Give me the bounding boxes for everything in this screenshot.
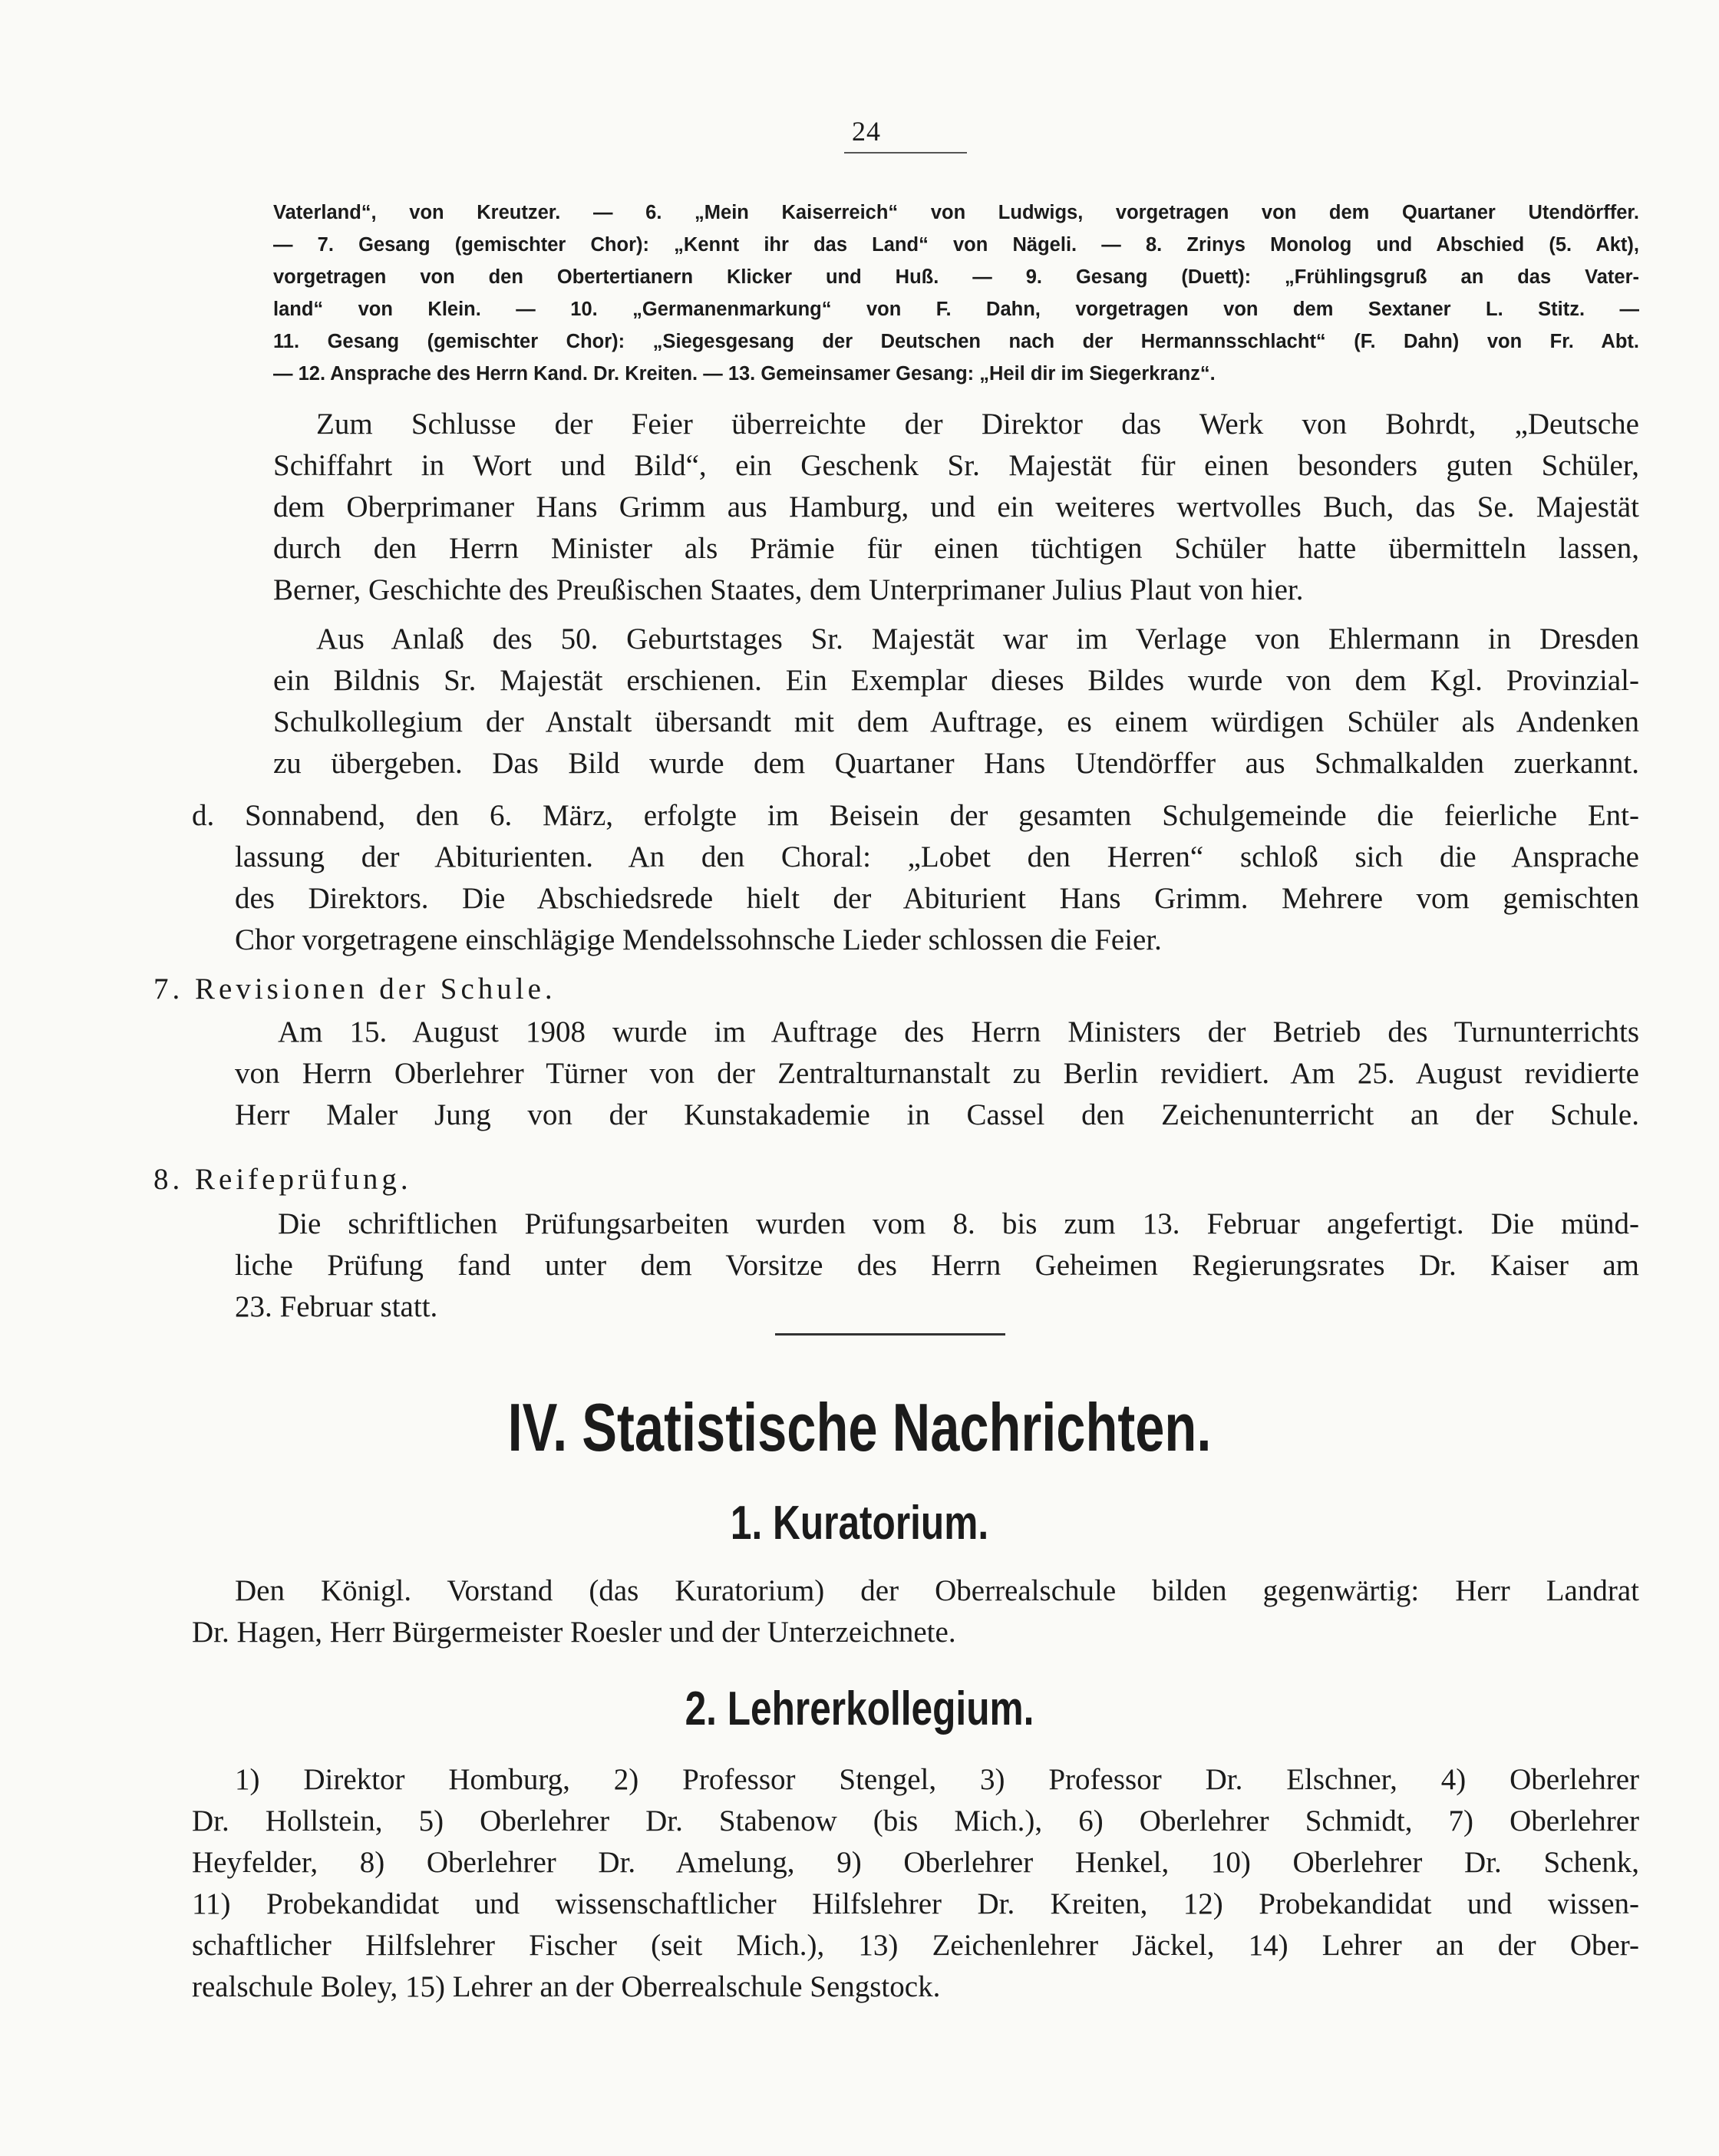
text-line: Schulkollegium der Anstalt übersandt mit dem Auftrage, es einem würdigen Schüler als Andenken — [273, 705, 1639, 738]
text-line: Berner, Geschichte des Preußischen Staates, dem Unterprimaner Julius Plaut von hier. — [273, 573, 1304, 606]
page-number: 24 — [852, 116, 881, 147]
festival-program — [273, 196, 1639, 390]
text-line: 23. Februar statt. — [235, 1290, 438, 1323]
heading-lehrerkollegium: 2. Lehrerkollegium. — [685, 1682, 1034, 1735]
paragraph-revision — [235, 1012, 1639, 1136]
section-8-title: 8. Reifeprüfung. — [153, 1163, 412, 1196]
paragraph-kuratorium — [192, 1570, 1639, 1653]
text-line: 11) Probekandidat und wissenschaftlicher Hilfslehrer Dr. Kreiten, 12) Probekandidat und wissen- — [192, 1887, 1639, 1920]
text-line: Aus Anlaß des 50. Geburtstages Sr. Majestät war im Verlage von Ehlermann in Dresden — [316, 622, 1639, 655]
paragraph-schluss — [273, 404, 1639, 611]
text-line: 1) Direktor Homburg, 2) Professor Stengel, 3) Professor Dr. Elschner, 4) Oberlehrer — [235, 1763, 1639, 1796]
text-line: d. Sonnabend, den 6. März, erfolgte im Beisein der gesamten Schulgemeinde die feierliche Ent- — [192, 799, 1639, 832]
program-line: — 12. Ansprache des Herrn Kand. Dr. Kreiten. — 13. Gemeinsamer Gesang: „Heil dir im Siegerkranz“. — [273, 363, 1216, 385]
section-7-title: 7. Revisionen der Schule. — [153, 972, 556, 1005]
text-line: des Direktors. Die Abschiedsrede hielt der Abiturient Hans Grimm. Mehrere vom gemischten — [235, 882, 1639, 915]
text-line: Die schriftlichen Prüfungsarbeiten wurden vom 8. bis zum 13. Februar angefertigt. Die münd- — [278, 1207, 1639, 1240]
text-line: Den Königl. Vorstand (das Kuratorium) der Oberrealschule bilden gegenwärtig: Herr Landrat — [235, 1574, 1639, 1607]
text-line: von Herrn Oberlehrer Türner von der Zentralturnanstalt zu Berlin revidiert. Am 25. August revidierte — [235, 1057, 1639, 1090]
section-divider — [775, 1333, 1005, 1336]
text-line: Schiffahrt in Wort und Bild“, ein Geschenk Sr. Majestät für einen besonders guten Schüler, — [273, 449, 1639, 482]
program-line: Vaterland“, von Kreutzer. — 6. „Mein Kaiserreich“ von Ludwigs, vorgetragen von dem Quartaner Utendörffer. — [273, 202, 1639, 223]
text-line: lassung der Abiturienten. An den Choral: „Lobet den Herren“ schloß sich die Ansprache — [235, 840, 1639, 873]
text-line: ein Bildnis Sr. Majestät erschienen. Ein Exemplar dieses Bildes wurde von dem Kgl. Provinzial- — [273, 664, 1639, 697]
program-line: — 7. Gesang (gemischter Chor): „Kennt ihr das Land“ von Nägeli. — 8. Zrinys Monolog und Abschied (5. Akt), — [273, 234, 1639, 256]
program-line: 11. Gesang (gemischter Chor): „Siegesgesang der Deutschen nach der Hermannsschlacht“ (F. Dahn) von Fr. Abt. — [273, 331, 1639, 352]
text-line: zu übergeben. Das Bild wurde dem Quartaner Hans Utendörffer aus Schmalkalden zuerkannt. — [273, 747, 1639, 780]
text-line: Am 15. August 1908 wurde im Auftrage des Herrn Ministers der Betrieb des Turnunterrichts — [278, 1015, 1639, 1048]
text-line: Chor vorgetragene einschlägige Mendelssohnsche Lieder schlossen die Feier. — [235, 923, 1162, 956]
paragraph-lehrerkollegium — [192, 1759, 1639, 2008]
text-line: schaftlicher Hilfslehrer Fischer (seit Mich.), 13) Zeichenlehrer Jäckel, 14) Lehrer an der Ober- — [192, 1929, 1639, 1962]
text-line: Herr Maler Jung von der Kunstakademie in Cassel den Zeichenunterricht an der Schule. — [235, 1098, 1639, 1131]
text-line: liche Prüfung fand unter dem Vorsitze des Herrn Geheimen Regierungsrates Dr. Kaiser am — [235, 1249, 1639, 1282]
text-line: realschule Boley, 15) Lehrer an der Oberrealschule Sengstock. — [192, 1970, 941, 2003]
text-line: dem Oberprimaner Hans Grimm aus Hamburg, und ein weiteres wertvolles Buch, das Se. Majestät — [273, 490, 1639, 523]
text-line: Dr. Hagen, Herr Bürgermeister Roesler und der Unterzeichnete. — [192, 1616, 956, 1649]
text-line: Zum Schlusse der Feier überreichte der Direktor das Werk von Bohrdt, „Deutsche — [316, 408, 1639, 441]
text-line: durch den Herrn Minister als Prämie für einen tüchtigen Schüler hatte übermitteln lassen, — [273, 532, 1639, 565]
text-line: Heyfelder, 8) Oberlehrer Dr. Amelung, 9) Oberlehrer Henkel, 10) Oberlehrer Dr. Schenk, — [192, 1846, 1639, 1879]
page-number-rule — [844, 152, 967, 154]
paragraph-anlass — [273, 619, 1639, 784]
paragraph-entlassung — [192, 795, 1639, 961]
program-line: land“ von Klein. — 10. „Germanenmarkung“ von F. Dahn, vorgetragen von dem Sextaner L. Stitz. — — [273, 299, 1639, 320]
program-line: vorgetragen von den Obertertianern Klicker und Huß. — 9. Gesang (Duett): „Frühlingsgruß an das Vater- — [273, 266, 1639, 288]
paragraph-reife — [235, 1203, 1639, 1328]
text-line: Dr. Hollstein, 5) Oberlehrer Dr. Stabenow (bis Mich.), 6) Oberlehrer Schmidt, 7) Oberlehrer — [192, 1804, 1639, 1837]
heading-kuratorium: 1. Kuratorium. — [730, 1497, 989, 1550]
heading-statistische-nachrichten: IV. Statistische Nachrichten. — [507, 1389, 1212, 1465]
